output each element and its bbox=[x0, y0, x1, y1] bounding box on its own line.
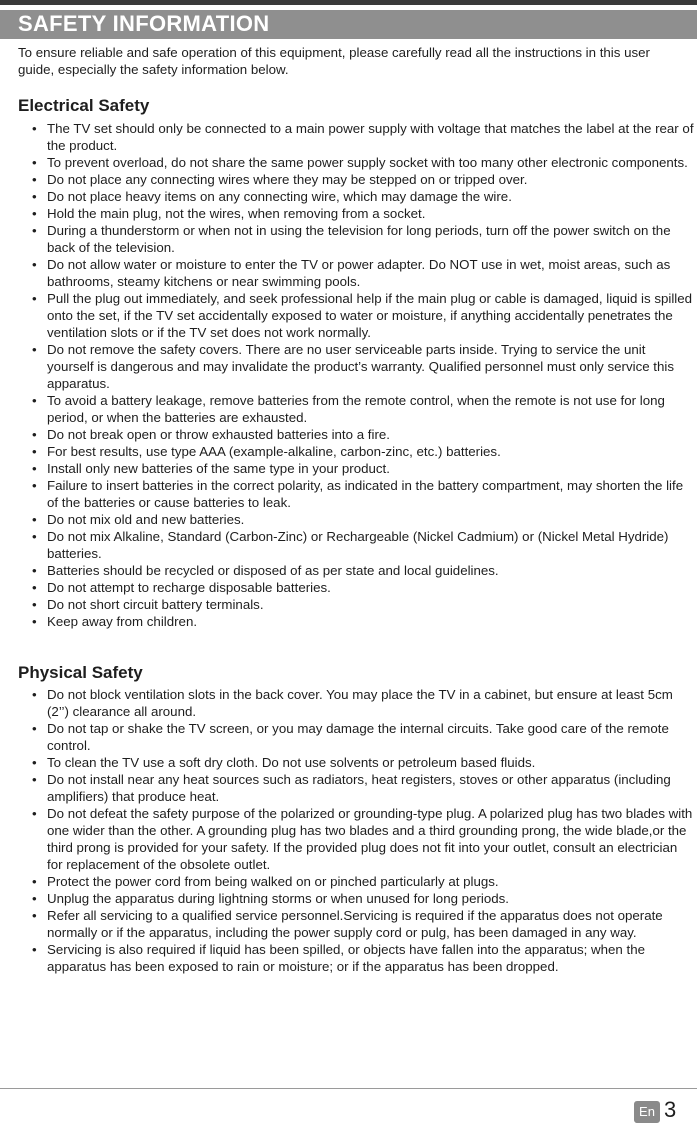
list-item: • Do not break open or throw exhausted batteries into a fire. bbox=[30, 426, 695, 443]
list-item: • Do not mix old and new batteries. bbox=[30, 511, 695, 528]
list-item: • Do not install near any heat sources such as radiators, heat registers, stoves or other apparatus (including amplifiers) that produce heat. bbox=[30, 771, 695, 805]
list-item: • Do not short circuit battery terminals. bbox=[30, 596, 695, 613]
list-item: • For best results, use type AAA (example-alkaline, carbon-zinc, etc.) batteries. bbox=[30, 443, 695, 460]
list-item: • Pull the plug out immediately, and seek professional help if the main plug or cable is damaged, liquid is spilled onto the set, if the TV set accidentally exposed to water or moisture, if anything accidentally penetrates the ventilation slots or if the TV set does not work normally. bbox=[30, 290, 695, 341]
list-item: • During a thunderstorm or when not in using the television for long periods, turn off the power switch on the back of the television. bbox=[30, 222, 695, 256]
footer-divider bbox=[0, 1088, 697, 1089]
intro-paragraph: To ensure reliable and safe operation of this equipment, please carefully read all the instructions in this user guide, especially the safety information below. bbox=[18, 45, 650, 77]
list-item: • Do not mix Alkaline, Standard (Carbon-Zinc) or Rechargeable (Nickel Cadmium) or (Nickel Metal Hydride) batteries. bbox=[30, 528, 695, 562]
list-item: • Do not allow water or moisture to enter the TV or power adapter. Do NOT use in wet, moist areas, such as bathrooms, steamy kitchens or near swimming pools. bbox=[30, 256, 695, 290]
list-item: • Refer all servicing to a qualified service personnel.Servicing is required if the apparatus does not operate normally or if the apparatus, including the power supply cord or pulg, has been damaged in any way. bbox=[30, 907, 695, 941]
electrical-safety-heading: Electrical Safety bbox=[18, 96, 150, 115]
list-item: • Do not tap or shake the TV screen, or you may damage the internal circuits. Take good care of the remote control. bbox=[30, 720, 695, 754]
list-item: • Do not remove the safety covers. There are no user serviceable parts inside. Trying to service the unit yourself is dangerous and may invalidate the product’s warranty. Qualified personnel must only service this apparatus. bbox=[30, 341, 695, 392]
list-item: • The TV set should only be connected to a main power supply with voltage that matches the label at the rear of the product. bbox=[30, 120, 695, 154]
physical-safety-heading: Physical Safety bbox=[18, 663, 143, 682]
list-item: • Do not block ventilation slots in the back cover. You may place the TV in a cabinet, but ensure at least 5cm (2’’) clearance all around. bbox=[30, 686, 695, 720]
list-item: • Do not defeat the safety purpose of the polarized or grounding-type plug. A polarized plug has two blades with one wider than the other. A grounding plug has two blades and a third grounding prong, the wide blade,or the third prong is provided for your safety. If the provided plug does not fit into your outlet, consult an electrician for replacement of the obsolete outlet. bbox=[30, 805, 695, 873]
list-item: • Servicing is also required if liquid has been spilled, or objects have fallen into the apparatus; when the apparatus has been exposed to rain or moisture; or if the apparatus has been dropped. bbox=[30, 941, 695, 975]
list-item: • Failure to insert batteries in the correct polarity, as indicated in the battery compartment, may shorten the life of the batteries or cause batteries to leak. bbox=[30, 477, 695, 511]
physical-safety-list bbox=[30, 686, 695, 975]
list-item: • Do not attempt to recharge disposable batteries. bbox=[30, 579, 695, 596]
list-item: • Do not place any connecting wires where they may be stepped on or tripped over. bbox=[30, 171, 695, 188]
list-item: • Protect the power cord from being walked on or pinched particularly at plugs. bbox=[30, 873, 695, 890]
top-stripe bbox=[0, 0, 697, 5]
page-title: SAFETY INFORMATION bbox=[18, 11, 270, 36]
list-item: • Unplug the apparatus during lightning storms or when unused for long periods. bbox=[30, 890, 695, 907]
list-item: • To clean the TV use a soft dry cloth. Do not use solvents or petroleum based fluids. bbox=[30, 754, 695, 771]
list-item: • To prevent overload, do not share the same power supply socket with too many other electronic components. bbox=[30, 154, 695, 171]
page-number: 3 bbox=[664, 1097, 677, 1122]
language-badge: En bbox=[634, 1101, 660, 1123]
list-item: • To avoid a battery leakage, remove batteries from the remote control, when the remote is not use for long period, or when the batteries are exhausted. bbox=[30, 392, 695, 426]
list-item: • Keep away from children. bbox=[30, 613, 695, 630]
list-item: • Do not place heavy items on any connecting wire, which may damage the wire. bbox=[30, 188, 695, 205]
electrical-safety-list bbox=[30, 120, 695, 630]
list-item: • Hold the main plug, not the wires, when removing from a socket. bbox=[30, 205, 695, 222]
list-item: • Install only new batteries of the same type in your product. bbox=[30, 460, 695, 477]
list-item: • Batteries should be recycled or disposed of as per state and local guidelines. bbox=[30, 562, 695, 579]
title-bar bbox=[0, 10, 697, 39]
